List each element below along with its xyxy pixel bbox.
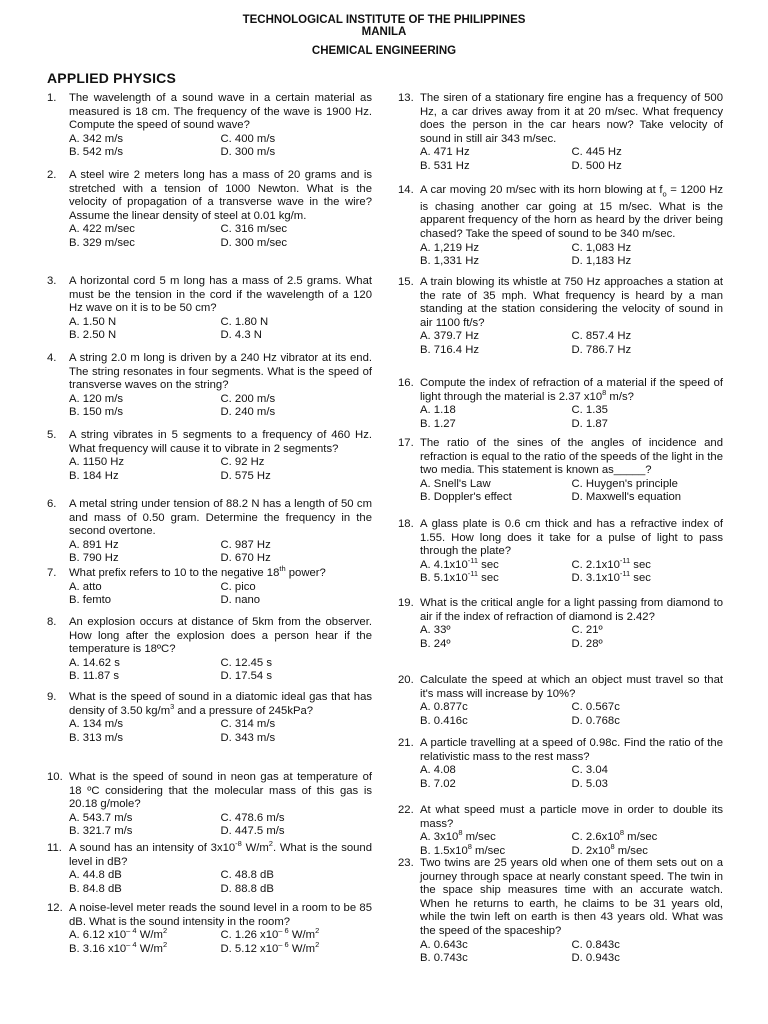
choice-row: [420, 404, 723, 418]
question-number: 20.: [398, 674, 414, 686]
answer-choice: A. 1,219 Hz: [420, 241, 480, 254]
answer-choice: D. 88.8 dB: [220, 882, 274, 895]
answer-choice: C. 12.45 s: [220, 656, 272, 669]
question-text: A metal string under tension of 88.2 N has a length of 50 cm and mass of 0.50 gram. Determine the frequency in the second overtone.: [69, 498, 372, 538]
choice-row: [69, 316, 372, 330]
answer-choice: C. Huygen's principle: [571, 477, 678, 490]
choice-row: [69, 657, 372, 671]
answer-choice: D. 0.768c: [571, 714, 620, 727]
answer-choice: A. 0.643c: [420, 938, 468, 951]
answer-choice: C. 316 m/sec: [220, 223, 288, 236]
answer-choice: B. Doppler's effect: [420, 491, 512, 504]
choice-row: [69, 393, 372, 407]
answer-choice: D. 343 m/s: [220, 731, 276, 744]
question-2: [47, 169, 372, 251]
page-title: APPLIED PHYSICS: [47, 70, 177, 86]
question-number: 22.: [398, 804, 414, 816]
choice-row: [69, 594, 372, 608]
question-number: 13.: [398, 92, 414, 104]
choice-row: [69, 732, 372, 746]
answer-choice: A. 0.877c: [420, 701, 468, 714]
answer-choice: C. 200 m/s: [220, 392, 276, 405]
choice-row: [69, 825, 372, 839]
answer-choice: A. 44.8 dB: [69, 869, 122, 882]
answer-choice: A. 33º: [420, 624, 451, 637]
choice-row: [420, 491, 723, 505]
choice-row: [420, 344, 723, 358]
question-text: The ratio of the sines of the angles of incidence and refraction is equal to the ratio of the speeds of the light in the two media. This statement is known as_____?: [420, 437, 723, 477]
answer-choice: A. 1.50 N: [69, 315, 117, 328]
question-text: At what speed must a particle move in order to double its mass?: [420, 804, 723, 830]
answer-choice: C. 987 Hz: [220, 538, 271, 551]
choice-row: [420, 701, 723, 715]
choice-row: [420, 478, 723, 492]
answer-choice: C. 1.80 N: [220, 315, 269, 328]
choice-row: [420, 569, 723, 586]
answer-choice: C. $2.6x10^8$ m/sec: [571, 828, 658, 844]
question-18: [398, 518, 723, 586]
choice-row: [69, 926, 372, 943]
answer-choice: D. 300 m/sec: [220, 236, 288, 249]
question-text: What is the speed of sound in a diatomic ideal gas that has density of 3.50 $kg/m^3$ and a pressure of 245kPa?: [69, 691, 372, 717]
question-17: [398, 437, 723, 505]
question-number: 12.: [47, 902, 63, 914]
question-number: 5.: [47, 429, 57, 441]
question-text: What is the speed of sound in neon gas at temperature of 18 ºC considering that the molecular mass of this gas is 20.18 g/mole?: [69, 771, 372, 811]
question-5: [47, 429, 372, 483]
question-number: 6.: [47, 498, 57, 510]
question-20: [398, 674, 723, 728]
institute-name: TECHNOLOGICAL INSTITUTE OF THE PHILIPPINES: [242, 14, 526, 26]
choice-row: [69, 812, 372, 826]
choice-row: [420, 952, 723, 966]
choice-row: [420, 624, 723, 638]
answer-choice: B. 329 m/sec: [69, 236, 135, 249]
question-11: [47, 839, 372, 896]
answer-choice: C. 1.26 $x10^{- 6}$ $W/m^2$: [220, 926, 320, 942]
answer-choice: A. 14.62 s: [69, 656, 120, 669]
answer-choice: D. 1.87: [571, 417, 608, 430]
answer-choice: D. 28º: [571, 637, 603, 650]
question-text: What prefix refers to 10 to the negative 18th power?: [69, 564, 326, 579]
answer-choice: C. 314 m/s: [220, 718, 276, 731]
choice-row: [69, 133, 372, 147]
question-14: [398, 184, 723, 269]
answer-choice: D. 1,183 Hz: [571, 255, 632, 268]
choice-row: [69, 539, 372, 553]
question-text: A train blowing its whistle at 750 Hz approaches a station at the rate of 35 mph. What frequency is heard by a man standing at the station considering the velocity of sound in air 1100 ft/s?: [420, 276, 723, 329]
answer-choice: B. 150 m/s: [69, 406, 123, 419]
answer-choice: B. 3.16 $x10^{- 4}$ $W/m^2$: [69, 940, 168, 955]
question-text: Calculate the speed at which an object must travel so that it's mass will increase by 10%?: [420, 674, 723, 700]
answer-choice: D. 5.03: [571, 777, 608, 790]
choice-row: [420, 160, 723, 174]
answer-choice: C. 400 m/s: [220, 132, 276, 145]
question-13: [398, 92, 723, 174]
answer-choice: D. 5.12 $x10^{- 6}$ $W/m^2$: [220, 940, 320, 955]
answer-choice: A. 4.08: [420, 764, 456, 777]
answer-choice: B. 184 Hz: [69, 469, 119, 482]
answer-choice: D. 447.5 m/s: [220, 825, 285, 838]
question-number: 8.: [47, 616, 57, 628]
choice-row: [69, 329, 372, 343]
answer-choice: C. 48.8 dB: [220, 869, 274, 882]
answer-choice: C. 0.567c: [571, 701, 620, 714]
question-number: 23.: [398, 857, 414, 869]
choice-row: [420, 242, 723, 256]
answer-choice: B. $5.1x10^{-11}$ sec: [420, 569, 499, 585]
answer-choice: A. 422 m/sec: [69, 223, 135, 236]
question-10: [47, 771, 372, 839]
question-22: [398, 804, 723, 858]
answer-choice: A. Snell's Law: [420, 477, 491, 490]
choice-row: [69, 237, 372, 251]
choice-row: [69, 552, 372, 566]
choice-row: [420, 418, 723, 432]
question-text: What is the critical angle for a light passing from diamond to air if the index of refraction of diamond is 2.42?: [420, 597, 723, 623]
question-number: 1.: [47, 92, 57, 104]
question-text: A string vibrates in 5 segments to a frequency of 460 Hz. What frequency will cause it to vibrate in 2 segments?: [69, 429, 372, 455]
question-number: 14.: [398, 184, 414, 196]
question-text: A string 2.0 m long is driven by a 240 Hz vibrator at its end. The string resonates in four segments. What is the speed of transverse waves on the string?: [69, 352, 372, 392]
choice-row: [420, 939, 723, 953]
answer-choice: B. 0.416c: [420, 714, 468, 727]
choice-row: [69, 406, 372, 420]
answer-choice: B. 2.50 N: [69, 329, 117, 342]
answer-choice: C. 478.6 m/s: [220, 811, 285, 824]
choice-row: [69, 670, 372, 684]
answer-choice: A. 134 m/s: [69, 718, 123, 731]
question-number: 11.: [47, 842, 62, 854]
answer-choice: C. 1,083 Hz: [571, 241, 632, 254]
choice-row: [420, 715, 723, 729]
question-text: The siren of a stationary fire engine has a frequency of 500 Hz, a car drives away from it at 20 m/sec. What frequency does the person in the car hears now? Take velocity of sound in still air 343 m/sec.: [420, 92, 723, 145]
answer-choice: B. 790 Hz: [69, 552, 119, 565]
answer-choice: A. 891 Hz: [69, 538, 119, 551]
question-number: 2.: [47, 169, 57, 181]
question-12: [47, 902, 372, 956]
answer-choice: B. 716.4 Hz: [420, 343, 480, 356]
question-8: [47, 616, 372, 684]
answer-choice: A. 6.12 $x10^{- 4}$ $W/m^2$: [69, 926, 168, 942]
question-text: Compute the index of refraction of a material if the speed of light through the material is 2.37 $x10^8$ m/s?: [420, 377, 723, 403]
question-3: [47, 275, 372, 343]
question-1: [47, 92, 372, 160]
question-number: 16.: [398, 377, 414, 389]
answer-choice: D. 786.7 Hz: [571, 343, 632, 356]
answer-choice: D. 4.3 N: [220, 329, 262, 342]
department-name: CHEMICAL ENGINEERING: [311, 45, 457, 57]
answer-choice: D. 300 m/s: [220, 146, 276, 159]
choice-row: [420, 764, 723, 778]
question-number: 10.: [47, 771, 63, 783]
question-6: [47, 498, 372, 566]
answer-choice: A. $4.1x10^{-11}$ sec: [420, 556, 499, 571]
answer-choice: B. 313 m/s: [69, 731, 123, 744]
answer-choice: C. 92 Hz: [220, 456, 265, 469]
answer-choice: C. 3.04: [571, 764, 608, 777]
choice-row: [69, 581, 372, 595]
answer-choice: D. 670 Hz: [220, 552, 271, 565]
question-text: A particle travelling at a speed of 0.98c. Find the ratio of the relativistic mass to the rest mass?: [420, 737, 723, 763]
question-number: 7.: [47, 567, 57, 579]
answer-choice: A. atto: [69, 580, 102, 593]
choice-row: [420, 255, 723, 269]
answer-choice: A. 471 Hz: [420, 146, 470, 159]
question-number: 15.: [398, 276, 414, 288]
choice-row: [420, 638, 723, 652]
answer-choice: B. 321.7 m/s: [69, 825, 133, 838]
question-text: A horizontal cord 5 m long has a mass of 2.5 grams. What must be the tension in the cord if the wavelength of a 120 Hz wave on it is to be 50 cm?: [69, 275, 372, 315]
question-16: [398, 377, 723, 431]
answer-choice: B. 531 Hz: [420, 159, 470, 172]
question-text: Two twins are 25 years old when one of them sets out on a journey through space at nearly constant speed. The twin in the space ship measures time with an accurate watch. When he returns to earth, he claims to be 31 years old, while the twin left on earth is then 43 years old. What was the speed of the spaceship?: [420, 857, 723, 937]
answer-choice: C. pico: [220, 580, 256, 593]
choice-row: [420, 778, 723, 792]
answer-choice: A. $3x10^8$ m/sec: [420, 828, 496, 844]
question-21: [398, 737, 723, 791]
question-text: The wavelength of a sound wave in a certain material as measured is 18 cm. The frequency of the wave is 1900 Hz. Compute the speed of sound wave?: [69, 92, 372, 132]
answer-choice: D. 500 Hz: [571, 159, 622, 172]
answer-choice: C. $2.1x10^{-11}$ sec: [571, 556, 651, 571]
answer-choice: D. $2x10^8$ m/sec: [571, 842, 648, 857]
answer-choice: C. 1.35: [571, 404, 608, 417]
question-9: [47, 691, 372, 745]
choice-row: [69, 940, 372, 957]
choice-row: [69, 718, 372, 732]
answer-choice: D. 17.54 s: [220, 670, 272, 683]
answer-choice: A. 1150 Hz: [69, 456, 125, 469]
answer-choice: B. $1.5x10^8$ m/sec: [420, 842, 506, 857]
answer-choice: D. 575 Hz: [220, 469, 271, 482]
choice-row: [69, 456, 372, 470]
answer-choice: A. 1.18: [420, 404, 456, 417]
answer-choice: C. 0.843c: [571, 938, 620, 951]
answer-choice: A. 543.7 m/s: [69, 811, 133, 824]
choice-row: [69, 470, 372, 484]
question-number: 3.: [47, 275, 57, 287]
answer-choice: A. 379.7 Hz: [420, 330, 480, 343]
choice-row: [69, 146, 372, 160]
answer-choice: D. 240 m/s: [220, 406, 276, 419]
question-4: [47, 352, 372, 420]
answer-choice: D. $3.1x10^{-11}$ sec: [571, 569, 651, 585]
answer-choice: B. 11.87 s: [69, 670, 120, 683]
answer-choice: B. 1.27: [420, 417, 456, 430]
question-7: [47, 564, 372, 608]
question-number: 4.: [47, 352, 57, 364]
answer-choice: A. 342 m/s: [69, 132, 123, 145]
question-23: [398, 857, 723, 966]
choice-row: [420, 556, 723, 573]
question-number: 19.: [398, 597, 414, 609]
choice-row: [420, 330, 723, 344]
answer-choice: B. 0.743c: [420, 952, 468, 965]
answer-choice: B. 24º: [420, 637, 451, 650]
question-text: A noise-level meter reads the sound level in a room to be 85 dB. What is the sound intensity in the room?: [69, 902, 372, 928]
question-15: [398, 276, 723, 358]
answer-choice: B. 542 m/s: [69, 146, 123, 159]
answer-choice: D. 0.943c: [571, 952, 620, 965]
choice-row: [69, 869, 372, 883]
question-19: [398, 597, 723, 651]
question-text: A glass plate is 0.6 cm thick and has a refractive index of 1.55. How long does it take for a pulse of light to pass through the plate?: [420, 518, 723, 558]
question-number: 21.: [398, 737, 414, 749]
question-text: A car moving 20 m/sec with its horn blowing at $f_o = 1200$ Hz is chasing another car going at 15 m/sec. What is the apparent frequency of the horn as heard by the driver being chased? Take the speed of sound to be 340 m/sec.: [420, 184, 724, 241]
answer-choice: C. 445 Hz: [571, 146, 622, 159]
city-name: MANILA: [361, 26, 407, 38]
choice-row: [69, 223, 372, 237]
answer-choice: B. 7.02: [420, 777, 456, 790]
answer-choice: D. nano: [220, 594, 261, 607]
answer-choice: B. femto: [69, 594, 112, 607]
answer-choice: A. 120 m/s: [69, 392, 123, 405]
answer-choice: B. 1,331 Hz: [420, 255, 480, 268]
choice-row: [420, 828, 723, 845]
choice-row: [420, 146, 723, 160]
question-text: A sound has an intensity of $3x10^{-8}$ $W/m^2$. What is the sound level in dB?: [69, 839, 372, 868]
question-number: 17.: [398, 437, 414, 449]
question-text: A steel wire 2 meters long has a mass of 20 grams and is stretched with a tension of 1000 Newton. What is the velocity of propagation of a transverse wave in the wire? Assume the linear density of steel at 0.01 kg/m.: [69, 169, 372, 222]
question-number: 9.: [47, 691, 57, 703]
question-text: An explosion occurs at distance of 5km from the observer. How long after the explosion does a person hear if the temperature is 18ºC?: [69, 616, 372, 656]
question-number: 18.: [398, 518, 414, 530]
answer-choice: C. 857.4 Hz: [571, 330, 632, 343]
answer-choice: C. 21º: [571, 624, 603, 637]
choice-row: [69, 883, 372, 897]
answer-choice: B. 84.8 dB: [69, 882, 122, 895]
answer-choice: D. Maxwell's equation: [571, 491, 682, 504]
